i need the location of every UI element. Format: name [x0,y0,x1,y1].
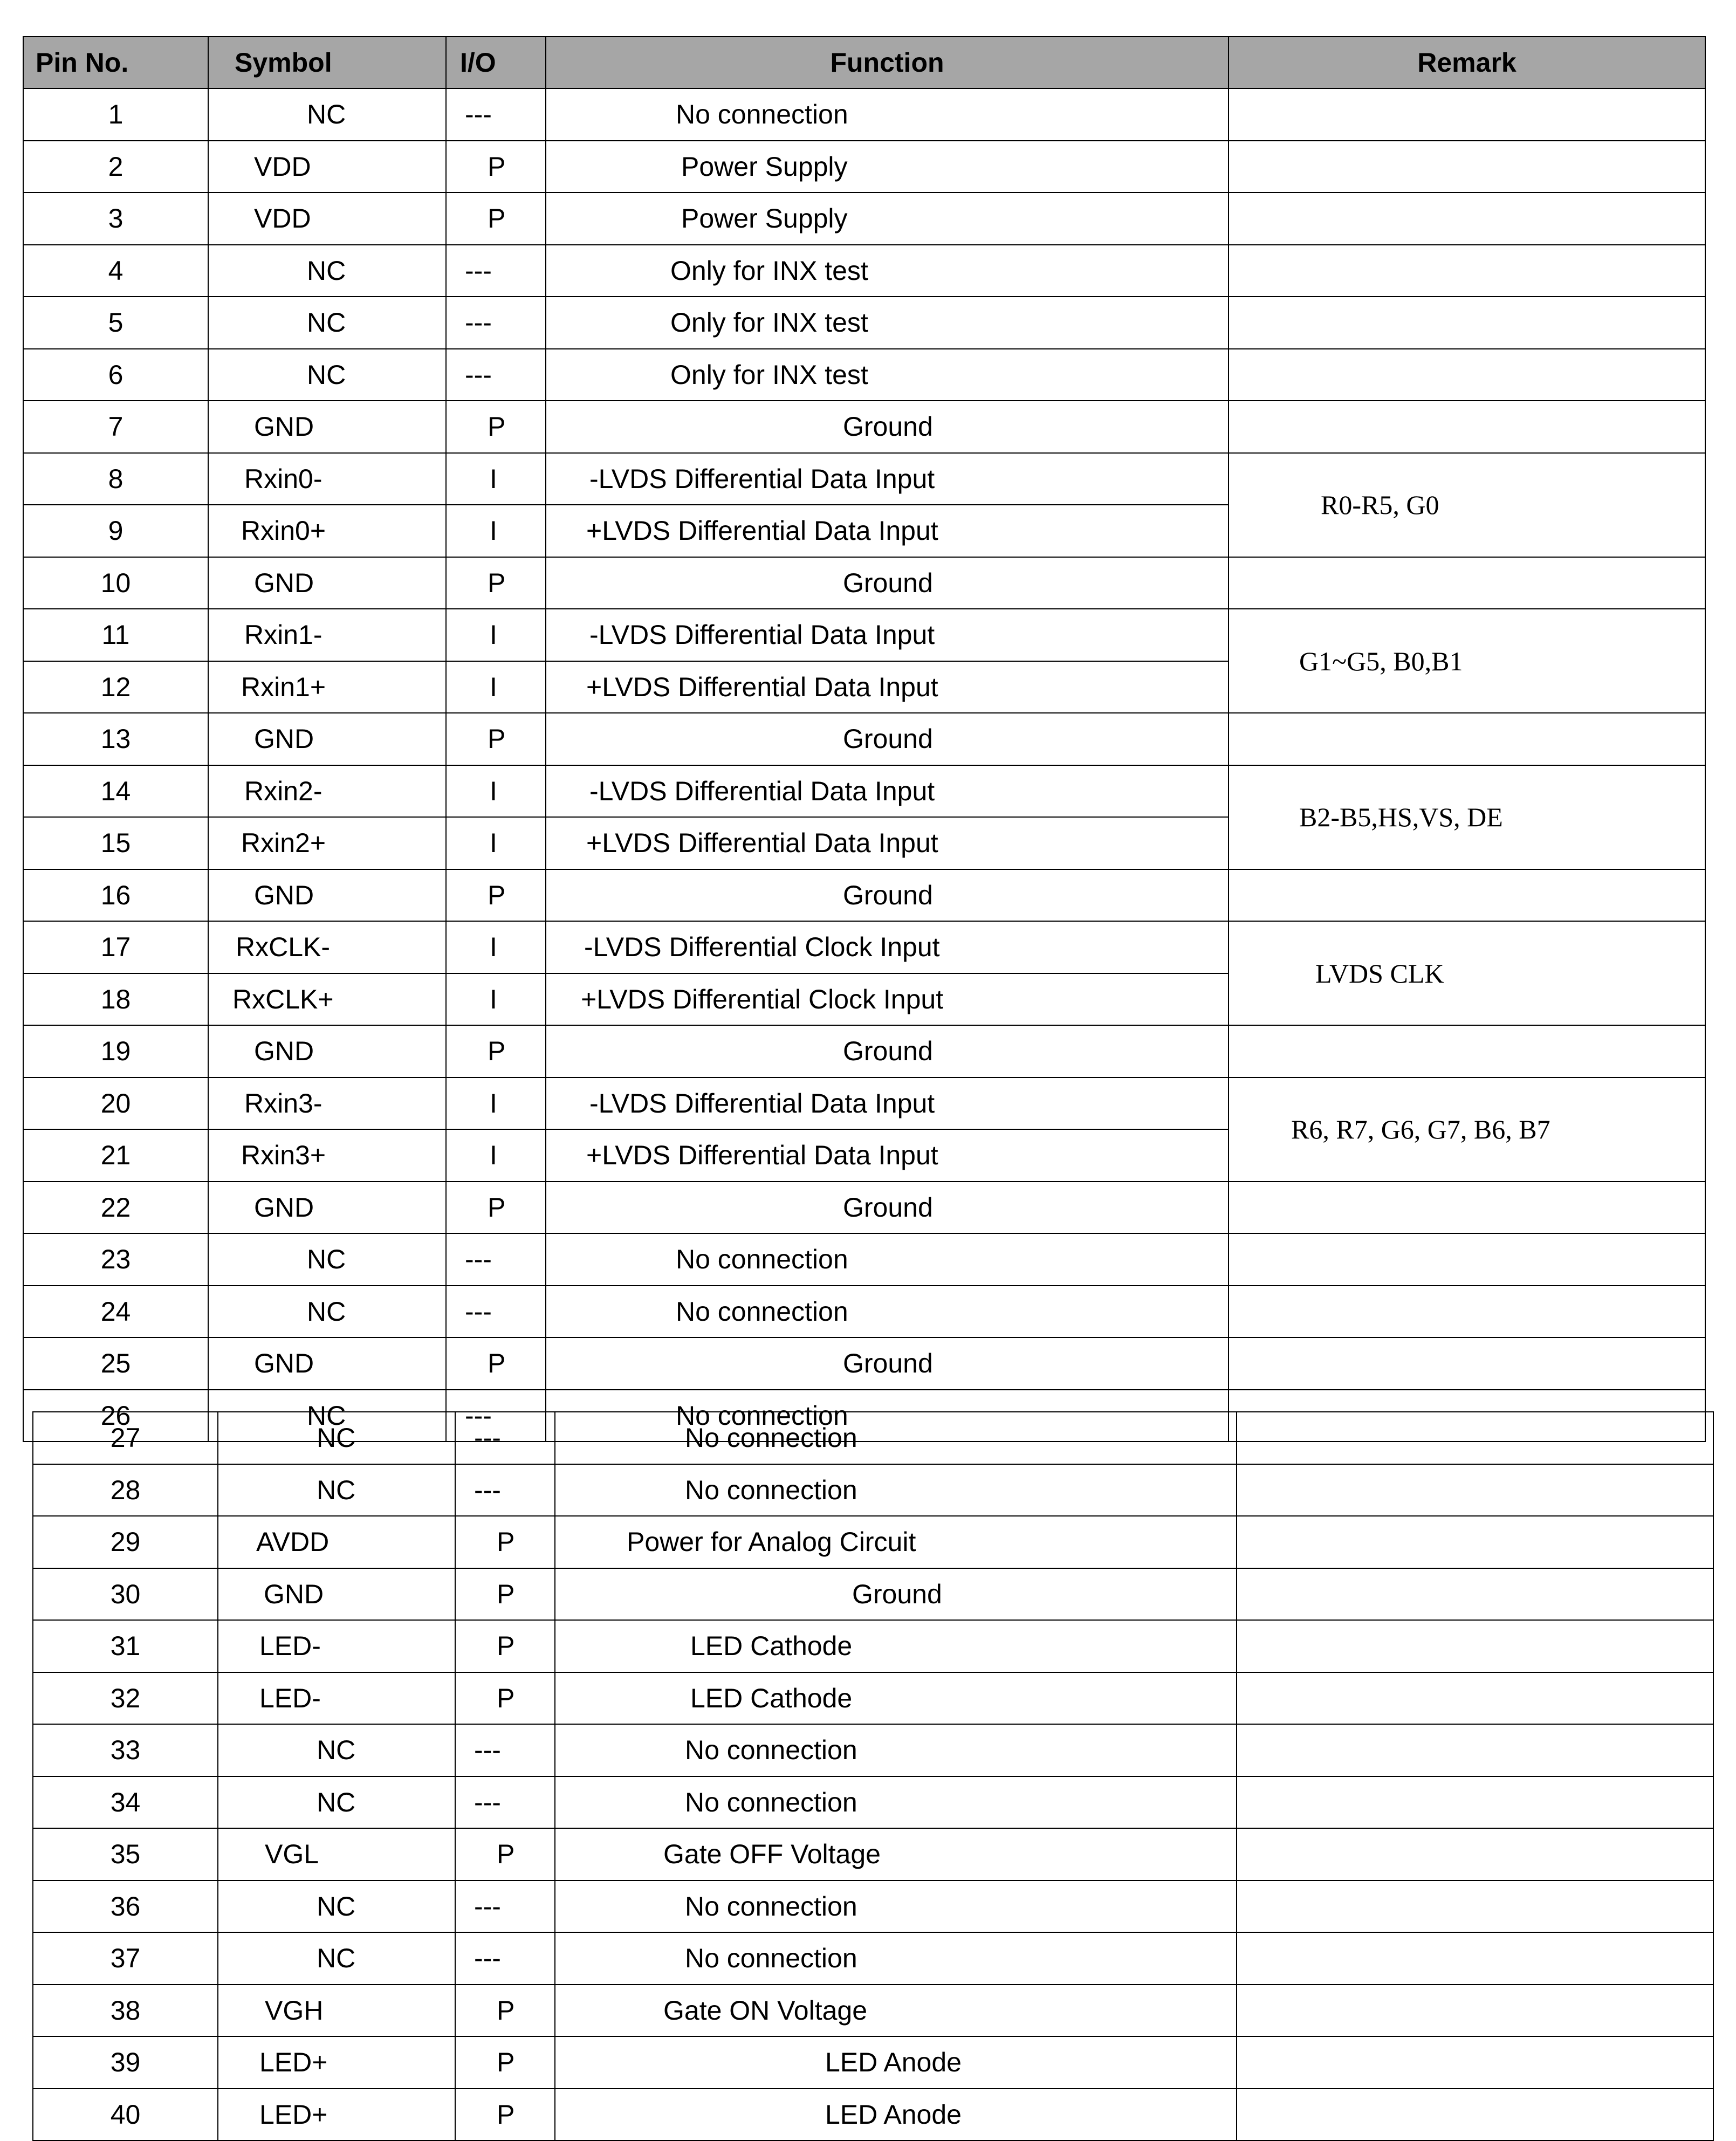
remark-cell-empty [1237,1568,1713,1621]
function-cell: -LVDS Differential Data Input [546,1078,1229,1130]
function-cell: No connection [546,1286,1229,1338]
function-cell: Ground [546,1025,1229,1078]
table-row [33,1985,1713,2037]
io-cell: P [446,557,546,609]
function-cell: Only for INX test [546,297,1229,349]
io-cell: --- [455,1412,555,1464]
io-cell: I [446,609,546,661]
pin-number-cell: 24 [23,1286,208,1338]
remark-cell-empty [1237,1828,1713,1881]
symbol-cell: GND [208,869,446,922]
function-cell: Power for Analog Circuit [555,1516,1237,1568]
symbol-cell: GND [218,1568,455,1621]
io-cell: P [455,1828,555,1881]
function-cell: No connection [555,1932,1237,1985]
symbol-cell: NC [208,1286,446,1338]
remark-cell-empty [1229,1182,1705,1234]
table-row [33,1932,1713,1985]
pin-table-part-2 [32,1411,1714,2141]
header-pin-no: Pin No. [23,37,208,88]
symbol-cell: GND [208,1025,446,1078]
table-row [23,869,1705,922]
pin-number-cell: 3 [23,193,208,245]
io-cell: P [446,1337,546,1390]
remark-cell: B2-B5,HS,VS, DE [1229,765,1705,869]
symbol-cell: RxCLK+ [208,973,446,1026]
table-row [23,1078,1705,1130]
pin-number-cell: 30 [33,1568,218,1621]
function-cell: Gate OFF Voltage [555,1828,1237,1881]
table-row [23,401,1705,453]
remark-cell-empty [1229,297,1705,349]
pin-number-cell: 21 [23,1129,208,1182]
io-cell: P [446,869,546,922]
io-cell: I [446,817,546,869]
table-row [33,1881,1713,1933]
remark-cell-empty [1237,1776,1713,1829]
function-cell: LED Cathode [555,1620,1237,1672]
function-cell: +LVDS Differential Data Input [546,505,1229,557]
remark-cell-empty [1237,1620,1713,1672]
io-cell: P [455,1516,555,1568]
io-cell: P [455,1620,555,1672]
io-cell: --- [446,245,546,297]
pin-number-cell: 4 [23,245,208,297]
symbol-cell: NC [208,245,446,297]
pin-number-cell: 7 [23,401,208,453]
io-cell: P [446,141,546,193]
remark-cell-empty [1237,1932,1713,1985]
symbol-cell: VGL [218,1828,455,1881]
table-row [33,1568,1713,1621]
header-io: I/O [446,37,546,88]
io-cell: P [455,1672,555,1725]
header-remark: Remark [1229,37,1705,88]
pin-number-cell: 35 [33,1828,218,1881]
io-cell: P [446,401,546,453]
symbol-cell: NC [218,1932,455,1985]
remark-cell: G1~G5, B0,B1 [1229,609,1705,713]
remark-cell-empty [1229,141,1705,193]
table-row [23,609,1705,661]
symbol-cell: GND [208,1337,446,1390]
io-cell: I [446,1078,546,1130]
symbol-cell: NC [208,1390,446,1442]
remark-cell-empty [1237,2089,1713,2141]
pin-number-cell: 11 [23,609,208,661]
symbol-cell: VDD [208,141,446,193]
pin-number-cell: 5 [23,297,208,349]
pin-number-cell: 15 [23,817,208,869]
io-cell: --- [446,297,546,349]
function-cell: Ground [546,713,1229,765]
symbol-cell: LED+ [218,2036,455,2089]
table-row [23,1233,1705,1286]
pin-number-cell: 37 [33,1932,218,1985]
pin-table-part-1 [23,36,1706,1442]
symbol-cell: NC [218,1724,455,1776]
pin-number-cell: 36 [33,1881,218,1933]
pin-number-cell: 6 [23,349,208,401]
symbol-cell: NC [208,349,446,401]
table-row [33,1516,1713,1568]
function-cell: No connection [555,1881,1237,1933]
table-row [23,713,1705,765]
symbol-cell: VGH [218,1985,455,2037]
remark-cell-empty [1237,1724,1713,1776]
remark-cell-empty [1237,1412,1713,1464]
table-row [23,349,1705,401]
pin-number-cell: 29 [33,1516,218,1568]
remark-cell-empty [1229,349,1705,401]
pin-number-cell: 20 [23,1078,208,1130]
symbol-cell: NC [218,1412,455,1464]
pin-number-cell: 25 [23,1337,208,1390]
pin-number-cell: 19 [23,1025,208,1078]
symbol-cell: Rxin2- [208,765,446,818]
remark-cell-empty [1229,88,1705,141]
table-row [33,1464,1713,1516]
io-cell: --- [446,1233,546,1286]
table-row [23,193,1705,245]
pin-number-cell: 8 [23,453,208,505]
table-row [23,141,1705,193]
remark-cell-empty [1229,245,1705,297]
symbol-cell: Rxin1- [208,609,446,661]
symbol-cell: RxCLK- [208,921,446,973]
table-row [33,1724,1713,1776]
symbol-cell: LED- [218,1672,455,1725]
pin-number-cell: 17 [23,921,208,973]
table-row [33,2089,1713,2141]
pin-number-cell: 40 [33,2089,218,2141]
function-cell: Ground [546,1337,1229,1390]
io-cell: --- [446,349,546,401]
function-cell: +LVDS Differential Data Input [546,1129,1229,1182]
symbol-cell: NC [208,1233,446,1286]
pin-number-cell: 18 [23,973,208,1026]
pin-number-cell: 26 [23,1390,208,1442]
function-cell: Ground [546,1182,1229,1234]
symbol-cell: NC [208,297,446,349]
function-cell: Ground [546,557,1229,609]
function-cell: Ground [546,401,1229,453]
remark-cell: LVDS CLK [1229,921,1705,1025]
table-row [33,1828,1713,1881]
header-function: Function [546,37,1229,88]
table-row [23,453,1705,505]
function-cell: Ground [555,1568,1237,1621]
io-cell: I [446,661,546,713]
remark-cell-empty [1237,1516,1713,1568]
symbol-cell: NC [218,1776,455,1829]
function-cell: +LVDS Differential Data Input [546,661,1229,713]
remark-cell-empty [1229,401,1705,453]
symbol-cell: GND [208,1182,446,1234]
pin-number-cell: 33 [33,1724,218,1776]
io-cell: I [446,973,546,1026]
remark-cell: R0-R5, G0 [1229,453,1705,557]
io-cell: --- [455,1724,555,1776]
pin-number-cell: 16 [23,869,208,922]
header-symbol: Symbol [208,37,446,88]
io-cell: P [446,1182,546,1234]
remark-cell-empty [1237,1881,1713,1933]
function-cell: No connection [555,1776,1237,1829]
function-cell: +LVDS Differential Clock Input [546,973,1229,1026]
function-cell: No connection [555,1724,1237,1776]
pin-number-cell: 13 [23,713,208,765]
function-cell: Only for INX test [546,349,1229,401]
table-row [33,1620,1713,1672]
remark-cell-empty [1229,1337,1705,1390]
table-row [23,765,1705,818]
function-cell: No connection [555,1464,1237,1516]
symbol-cell: Rxin0- [208,453,446,505]
remark-cell-empty [1229,869,1705,922]
symbol-cell: NC [208,88,446,141]
pin-number-cell: 27 [33,1412,218,1464]
table-row [33,1412,1713,1464]
io-cell: --- [455,1932,555,1985]
io-cell: P [455,2089,555,2141]
function-cell: -LVDS Differential Data Input [546,453,1229,505]
symbol-cell: GND [208,557,446,609]
pin-number-cell: 22 [23,1182,208,1234]
remark-cell-empty [1229,1025,1705,1078]
table-row [23,297,1705,349]
symbol-cell: Rxin3+ [208,1129,446,1182]
table-row [33,1776,1713,1829]
remark-cell-empty [1229,713,1705,765]
symbol-cell: Rxin3- [208,1078,446,1130]
pin-number-cell: 14 [23,765,208,818]
pin-number-cell: 12 [23,661,208,713]
io-cell: I [446,921,546,973]
io-cell: I [446,1129,546,1182]
io-cell: I [446,765,546,818]
table-row [23,1182,1705,1234]
remark-cell-empty [1237,1672,1713,1725]
pin-number-cell: 23 [23,1233,208,1286]
remark-cell-empty [1229,557,1705,609]
pin-number-cell: 38 [33,1985,218,2037]
table-row [23,1025,1705,1078]
symbol-cell: AVDD [218,1516,455,1568]
symbol-cell: NC [218,1464,455,1516]
function-cell: -LVDS Differential Data Input [546,609,1229,661]
pin-number-cell: 9 [23,505,208,557]
io-cell: I [446,453,546,505]
function-cell: -LVDS Differential Data Input [546,765,1229,818]
pin-number-cell: 32 [33,1672,218,1725]
io-cell: --- [446,1286,546,1338]
io-cell: P [446,713,546,765]
pin-number-cell: 2 [23,141,208,193]
function-cell: Only for INX test [546,245,1229,297]
table-row [33,1672,1713,1725]
symbol-cell: Rxin0+ [208,505,446,557]
pin-number-cell: 39 [33,2036,218,2089]
pin-number-cell: 28 [33,1464,218,1516]
remark-cell-empty [1237,1985,1713,2037]
function-cell: No connection [546,1233,1229,1286]
symbol-cell: LED- [218,1620,455,1672]
symbol-cell: NC [218,1881,455,1933]
pin-number-cell: 31 [33,1620,218,1672]
table-header-row [23,37,1705,88]
function-cell: LED Anode [555,2036,1237,2089]
symbol-cell: Rxin1+ [208,661,446,713]
io-cell: --- [455,1776,555,1829]
remark-cell-empty [1237,1464,1713,1516]
function-cell: No connection [546,88,1229,141]
table-row [23,1337,1705,1390]
pin-number-cell: 34 [33,1776,218,1829]
io-cell: --- [446,1390,546,1442]
remark-cell-empty [1237,2036,1713,2089]
table-row [23,921,1705,973]
io-cell: I [446,505,546,557]
remark-cell: R6, R7, G6, G7, B6, B7 [1229,1078,1705,1182]
io-cell: P [455,1568,555,1621]
io-cell: P [455,1985,555,2037]
symbol-cell: GND [208,401,446,453]
table-row [23,245,1705,297]
function-cell: Power Supply [546,141,1229,193]
function-cell: No connection [546,1390,1229,1442]
table-row [23,88,1705,141]
io-cell: --- [446,88,546,141]
symbol-cell: VDD [208,193,446,245]
pin-number-cell: 1 [23,88,208,141]
table-row [33,2036,1713,2089]
function-cell: +LVDS Differential Data Input [546,817,1229,869]
io-cell: --- [455,1464,555,1516]
table-row [23,1286,1705,1338]
symbol-cell: GND [208,713,446,765]
table-row [23,557,1705,609]
function-cell: Ground [546,869,1229,922]
symbol-cell: Rxin2+ [208,817,446,869]
function-cell: No connection [555,1412,1237,1464]
function-cell: LED Anode [555,2089,1237,2141]
remark-cell-empty [1229,1286,1705,1338]
function-cell: LED Cathode [555,1672,1237,1725]
io-cell: P [446,1025,546,1078]
io-cell: --- [455,1881,555,1933]
remark-cell-empty [1229,193,1705,245]
io-cell: P [455,2036,555,2089]
function-cell: Power Supply [546,193,1229,245]
pin-number-cell: 10 [23,557,208,609]
function-cell: -LVDS Differential Clock Input [546,921,1229,973]
function-cell: Gate ON Voltage [555,1985,1237,2037]
remark-cell-empty [1229,1233,1705,1286]
symbol-cell: LED+ [218,2089,455,2141]
io-cell: P [446,193,546,245]
